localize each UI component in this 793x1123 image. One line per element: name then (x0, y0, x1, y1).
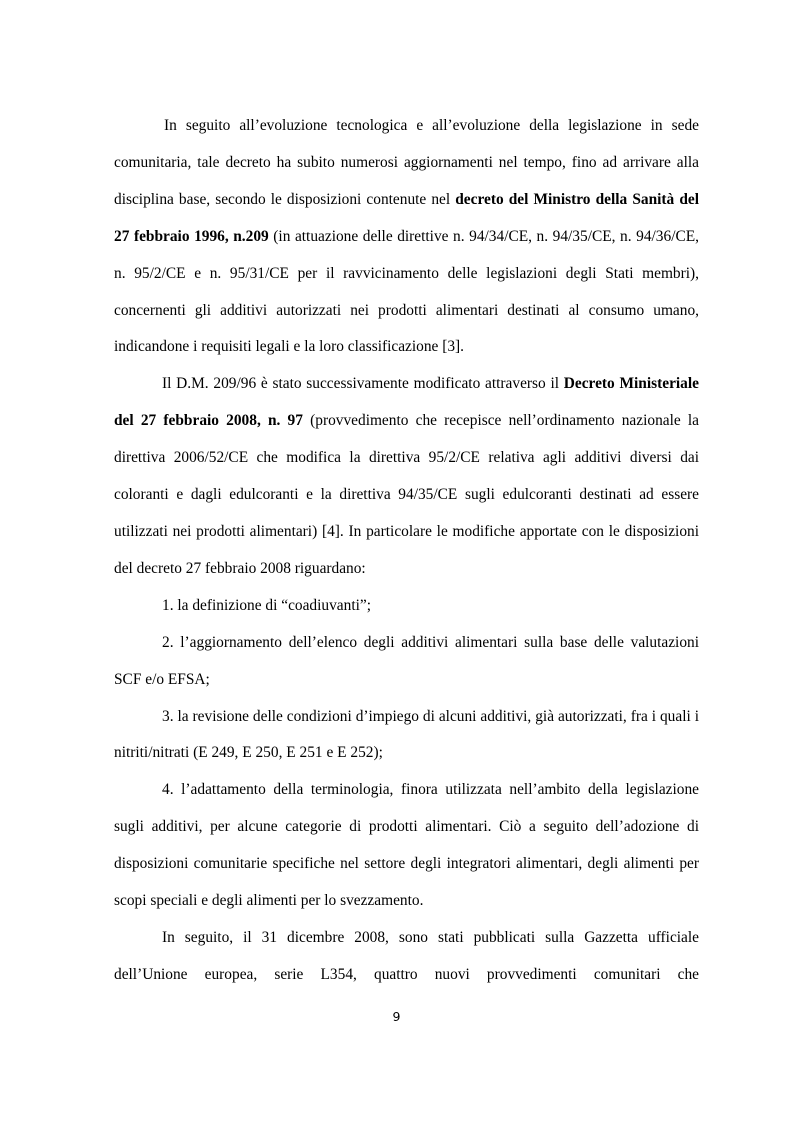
paragraph-1 (114, 108, 699, 366)
paragraph-2-text-b: (provvedimento che recepisce nell’ordinamento nazionale la direttiva 2006/52/CE che modifica la direttiva 95/2/CE relativa agli additivi diversi dai coloranti e dagli edulcoranti e la direttiva 94/35/CE sugli edulcoranti destinati ad essere utilizzati nei prodotti alimentari) [4]. In particolare le modifiche apportate con le disposizioni del decreto 27 febbraio 2008 riguardano: (114, 412, 699, 577)
body-text (114, 108, 699, 994)
list-item-4-text: 4. l’adattamento della terminologia, finora utilizzata nell’ambito della legislazione sugli additivi, per alcune categorie di prodotti alimentari. Ciò a seguito dell’adozione di disposizioni comunitarie specifiche nel settore degli integratori alimentari, degli alimenti per scopi speciali e degli alimenti per lo svezzamento. (114, 781, 699, 910)
page-number: 9 (392, 1009, 401, 1024)
list-item-2-text: 2. l’aggiornamento dell’elenco degli additivi alimentari sulla base delle valutazioni SCF e/o EFSA; (114, 633, 699, 688)
paragraph-1-text-a: In seguito all’evoluzione tecnologica e all’evoluzione della legislazione in sede comunitaria, tale decreto ha subito numerosi aggiornamenti nel tempo, fino ad arrivare alla disciplina base, secondo le disposizioni contenute nel (114, 117, 699, 208)
list-item-3 (114, 699, 699, 773)
paragraph-3-text: In seguito, il 31 dicembre 2008, sono stati pubblicati sulla Gazzetta ufficiale dell’Unione europea, serie L354, quattro nuovi provvedimenti comunitari che (114, 928, 699, 983)
list-item-2 (114, 625, 699, 699)
paragraph-2-text-a: Il D.M. 209/96 è stato successivamente modificato attraverso il (162, 375, 564, 393)
paragraph-2-bold-decree: Decreto Ministeriale del 27 febbraio 2008, n. 97 (114, 375, 699, 430)
paragraph-2 (114, 366, 699, 587)
list-item-4 (114, 772, 699, 920)
list-item-1-text: 1. la definizione di “coadiuvanti”; (162, 596, 371, 614)
list-item-1 (114, 588, 699, 625)
list-item-3-text: 3. la revisione delle condizioni d’impiego di alcuni additivi, già autorizzati, fra i quali i nitriti/nitrati (E 249, E 250, E 251 e E 252); (114, 707, 699, 762)
paragraph-1-text-b: (in attuazione delle direttive n. 94/34/CE, n. 94/35/CE, n. 94/36/CE, n. 95/2/CE e n. 95/31/CE per il ravvicinamento delle legislazioni degli Stati membri), concernenti gli additivi autorizzati nei prodotti alimentari destinati al consumo umano, indicandone i requisiti legali e la loro classificazione [3]. (114, 227, 699, 356)
paragraph-3 (114, 920, 699, 994)
paragraph-1-bold-decree: decreto del Ministro della Sanità del 27 febbraio 1996, n.209 (114, 190, 699, 245)
